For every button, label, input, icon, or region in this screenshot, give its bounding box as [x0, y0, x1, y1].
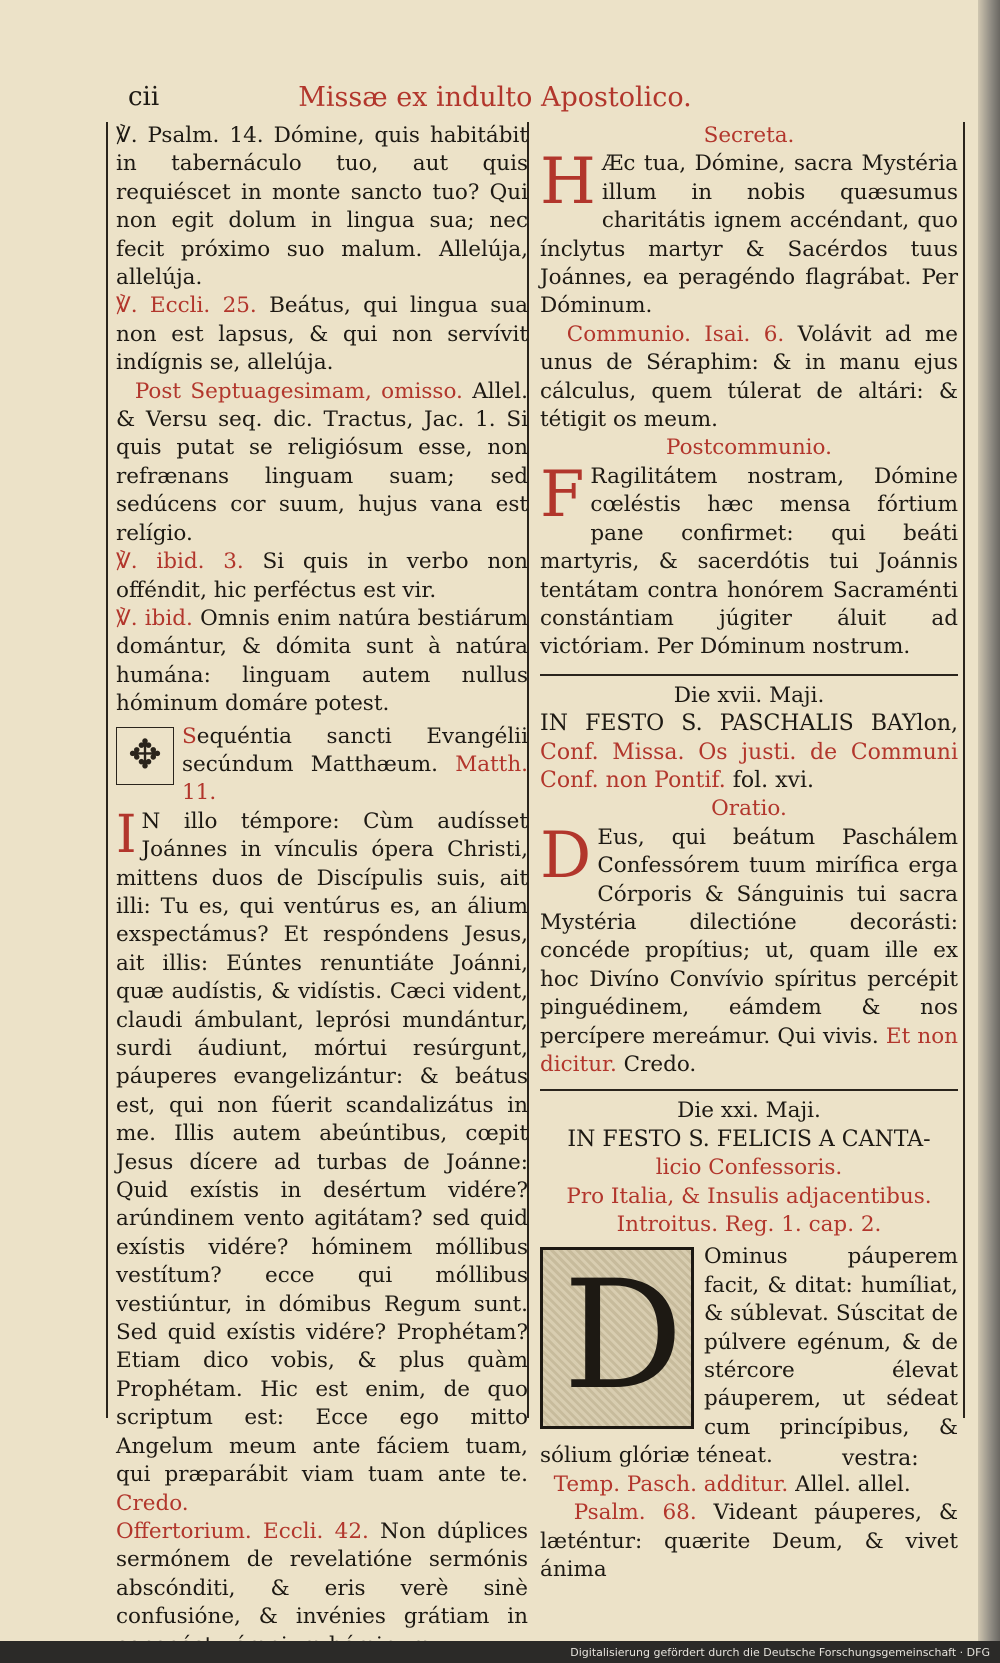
- rubric: Et non dicitur.: [540, 1023, 958, 1077]
- rubric: Post Septuagesimam, omisso.: [134, 378, 463, 404]
- feast-title: IN FESTO S. PASCHALIS BAYlon,: [540, 711, 958, 737]
- credo-word: Credo.: [616, 1052, 697, 1077]
- introit-text: Ominus páuperem facit, & ditat: humíliat, & súblevat. Súscitat de púlvere egénum, & de stércore élevat páuperem, ut sédeat cum princípibus, & sólium glóriæ téneat.: [540, 1244, 958, 1469]
- right-column: [540, 122, 958, 1584]
- introit-heading: Introitus. Reg. 1. cap. 2.: [616, 1212, 882, 1238]
- folio-number: cii: [128, 82, 160, 112]
- offertory-label: Offertorium. Eccli. 42.: [116, 1518, 369, 1544]
- verse-label: ℣. ibid.: [116, 605, 193, 631]
- temp-pasch: [540, 1471, 958, 1499]
- ornament-icon: ✥: [116, 727, 174, 785]
- tractus-text: Allel. & Versu seq. dic. Tractus, Jac. 1. Si quis putat se religiósum esse, non refrænans linguam suam; sed sedúcens cor suum, hujus vana est relígio.: [116, 378, 528, 546]
- psalm-68: [540, 1499, 958, 1584]
- gospel-text: N illo témpore: Cùm audísset Joánnes in vínculis ópera Christi, mittens duos de Discípulis suis, ait illi: Tu es, qui ventúrus es, an álium exspectámus? Et respóndens Jesus, ait illis: Eúntes renuntiáte Joánni, quæ audístis, & vidístis. Cæci vident, claudi ámbulant, leprósi mundántur, surdi áudiunt, mórtui resúrgunt, páuperes evangelizántur: & beátus est, qui non fúerit scandalizátus in me. Illis autem abeúntibus, cœpit Jesus dícere ad turbas de Joánne: Quid exístis in desértum vidére? arúndinem vento agitátam? sed quid exístis vidére? hóminem móllibus vestítum? ecce qui móllibus vestiúntur, in dómibus Regum sunt. Sed quid exístis vidére? Prophétam? Etiam dico vobis, & plus quàm Prophétam. Hic est enim, de quo scriptum est: Ecce ego mitto Angelum meum ante fáciem tuam, qui præparábit viam tuam ante te.: [116, 808, 528, 1488]
- postcommunio: [540, 457, 958, 662]
- psalm-label: Psalm. 68.: [573, 1500, 697, 1526]
- communio-text: Volávit ad me unus de Séraphim: & in manu ejus cálculus, quem túlerat de altári: & tétigit os meum.: [540, 321, 958, 433]
- running-title: Missæ ex indulto Apostolico.: [298, 82, 692, 113]
- rubric: Temp. Pasch. additur.: [553, 1471, 789, 1497]
- section-rule: [540, 1089, 958, 1091]
- verse-text: Beátus, qui lingua sua non est lapsus, & qui non servívit indígnis se, allelúja.: [116, 293, 528, 376]
- offertorium: [116, 1518, 528, 1660]
- feast-rubric: Conf. Missa. Os justi. de Communi Conf. non Pontif.: [540, 739, 958, 793]
- initial-letter: D: [563, 1249, 684, 1424]
- communio: [540, 321, 958, 435]
- feast-title: IN FESTO S. FELICIS A CANTA-: [567, 1126, 931, 1152]
- gospel: [116, 804, 528, 1518]
- verse-text: Si quis in verbo non offéndit, hic perféctus est vir.: [116, 549, 528, 603]
- folio-reference: fol. xvi.: [725, 767, 815, 793]
- date-heading: Die xvii. Maji.: [673, 682, 825, 708]
- postcommunio-heading: Postcommunio.: [666, 435, 832, 461]
- gospel-reference: Matth. 11.: [182, 751, 528, 806]
- communio-label: Communio. Isai. 6.: [566, 321, 785, 347]
- oratio-text: Eus, qui beátum Paschálem Confessórem tuum mirífica erga Córporis & Sánguinis tui sacra Mystéria dilectióne decorásti: concéde propítius; ut, quam ille ex hoc Divíno Convívio spíritus percépit pinguédinem, eámdem & nos percípere mereámur. Qui vivis.: [540, 824, 958, 1049]
- drop-initial: H: [540, 145, 596, 220]
- ibid-3: [116, 548, 528, 605]
- drop-initial: F: [540, 457, 585, 532]
- ibid: [116, 605, 528, 719]
- feast-paschal: [540, 710, 958, 795]
- verse-text: Omnis enim natúra bestiárum domántur, & dómita sunt à natúra humána: linguam autem nullus hóminum domáre potest.: [116, 605, 528, 717]
- right-border: [963, 122, 965, 1418]
- left-column: [106, 122, 528, 1660]
- feast-subtitle: licio Confessoris.: [655, 1155, 843, 1181]
- psalm-text: Videant páuperes, & læténtur: quærite Deum, & vivet ánima: [540, 1500, 958, 1582]
- drop-initial: D: [540, 818, 592, 893]
- credo-rubric: Credo.: [116, 1490, 189, 1516]
- rubric: Pro Italia, & Insulis adjacentibus.: [566, 1183, 932, 1209]
- sequentia-text: equéntia sancti Evangélii secúndum Matthæum.: [182, 723, 528, 777]
- introit: [540, 1243, 958, 1470]
- oratio-heading: Oratio.: [711, 796, 787, 822]
- drop-initial: S: [182, 723, 197, 749]
- psalm-14: ℣. Psalm. 14. Dómine, quis habitábit in tabernáculo tuo, aut quis requiéscet in monte sancto tuo? Qui non egit dolum in lingua sua; nec fecit próximo suo malum. Allelúja, allelúja.: [116, 123, 528, 291]
- tractus: [116, 378, 528, 548]
- secreta-text: Æc tua, Dómine, sacra Mystéria illum in nobis quæsumus charitátis ignem accéndant, quo ínclytus martyr & Sacérdos tuus Joánnes, ea peragéndo flagrábat. Per Dóminum.: [540, 151, 958, 319]
- decorated-initial: [540, 1247, 694, 1429]
- verse-label: ℣. ibid. 3.: [116, 549, 244, 575]
- secreta: [540, 145, 958, 320]
- eccli-25: [116, 292, 528, 377]
- secreta-heading: Secreta.: [703, 123, 795, 148]
- oratio: [540, 818, 958, 1080]
- page-edge: [978, 0, 1000, 1663]
- alleluia: Allel. allel.: [788, 1471, 911, 1497]
- drop-initial: I: [116, 804, 137, 865]
- dfg-credit: Digitalisierung gefördert durch die Deutsche Forschungsgemeinschaft · DFG: [570, 1646, 990, 1659]
- offertory-text: Non dúplices sermónem de revelatióne sermónis abscónditi, & eris verè sinè confusióne, & invénies grátiam in: [116, 1518, 529, 1630]
- section-rule: [540, 674, 958, 676]
- page-header: [110, 82, 880, 122]
- verse-label: ℣. Eccli. 25.: [116, 293, 257, 319]
- catchword: vestra:: [842, 1446, 919, 1471]
- postcommunio-text: Ragilitátem nostram, Dómine cœléstis hæc mensa fórtium pane confirmet: qui beáti martyris, & sacerdótis tui Joánnis tentátam contra honórem Sacraménti constántiam júgiter áluit ad victóriam. Per Dóminum nostrum.: [540, 463, 958, 660]
- date-heading: Die xxi. Maji.: [677, 1098, 821, 1124]
- sequentia: [116, 723, 528, 808]
